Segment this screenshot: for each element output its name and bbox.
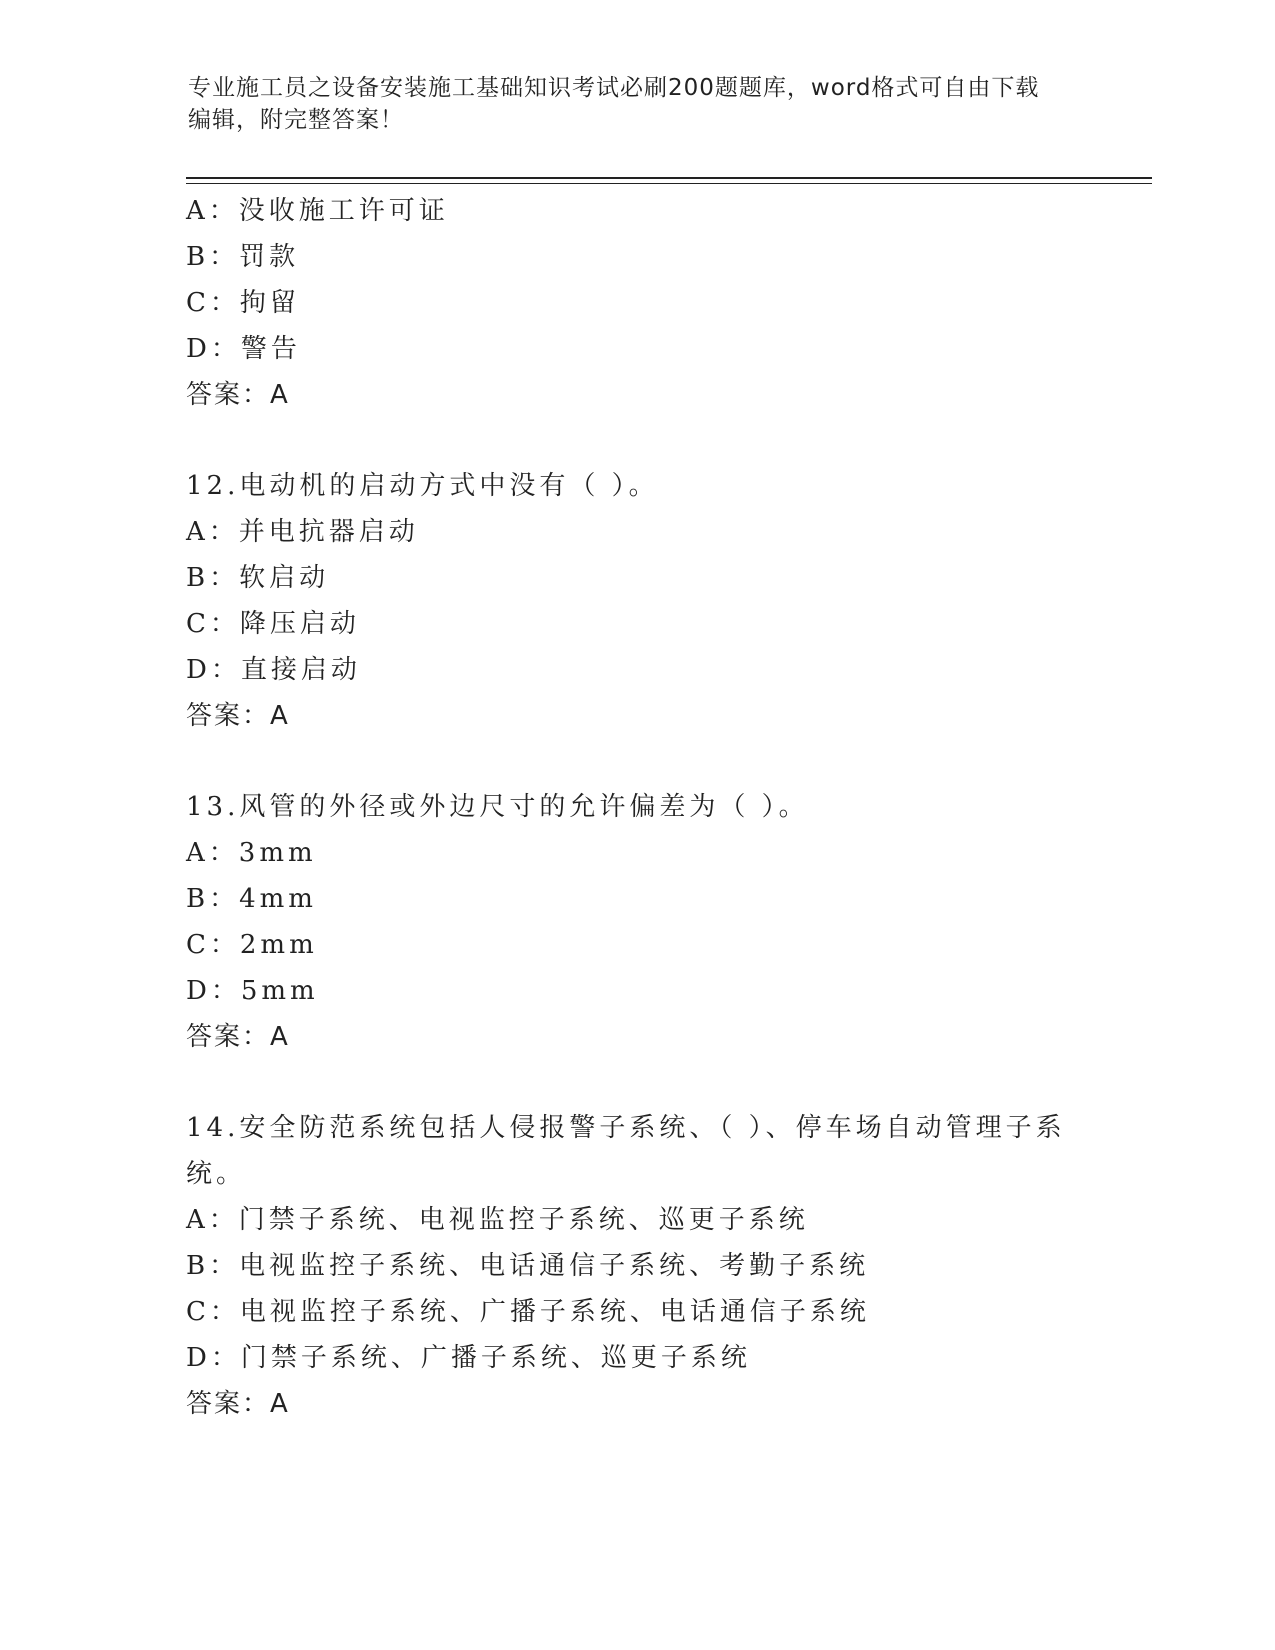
option-a: A：没收施工许可证 xyxy=(186,196,449,226)
option-b: B：4mm xyxy=(186,884,317,914)
option-a: A：3mm xyxy=(186,838,317,868)
question-text: 13.风管的外径或外边尺寸的允许偏差为（ ）。 xyxy=(186,792,809,822)
header-line-2: 编辑，附完整答案！ xyxy=(188,107,404,133)
option-d: D：门禁子系统、广播子系统、巡更子系统 xyxy=(186,1343,751,1373)
question-text: 12.电动机的启动方式中没有（ ）。 xyxy=(186,471,659,501)
option-b: B：电视监控子系统、电话通信子系统、考勤子系统 xyxy=(186,1251,870,1281)
option-a: A：并电抗器启动 xyxy=(186,517,419,547)
header-divider-thick xyxy=(186,177,1152,179)
question-list xyxy=(186,188,1146,1427)
document-header xyxy=(188,72,1068,136)
option-d: D：直接启动 xyxy=(186,655,361,685)
answer: 答案：A xyxy=(186,1022,290,1052)
option-c: C：降压启动 xyxy=(186,609,360,639)
answer: 答案：A xyxy=(186,1389,290,1419)
option-b: B：软启动 xyxy=(186,563,330,593)
question-13 xyxy=(186,784,1146,1060)
header-divider-thin xyxy=(186,183,1152,184)
option-c: C：2mm xyxy=(186,930,318,960)
question-text: 14.安全防范系统包括人侵报警子系统、（ ）、停车场自动管理子系统。 xyxy=(186,1113,1066,1189)
question-spacer xyxy=(186,739,1146,784)
header-line-1: 专业施工员之设备安装施工基础知识考试必刷200题题库，word格式可自由下载 xyxy=(188,75,1040,101)
answer: 答案：A xyxy=(186,701,290,731)
option-b: B：罚款 xyxy=(186,242,300,272)
option-a: A：门禁子系统、电视监控子系统、巡更子系统 xyxy=(186,1205,809,1235)
option-d: D：5mm xyxy=(186,976,319,1006)
question-12 xyxy=(186,463,1146,739)
question-spacer xyxy=(186,418,1146,463)
option-c: C：电视监控子系统、广播子系统、电话通信子系统 xyxy=(186,1297,870,1327)
question-14 xyxy=(186,1105,1146,1427)
question-11 xyxy=(186,188,1146,418)
answer: 答案：A xyxy=(186,380,290,410)
question-spacer xyxy=(186,1060,1146,1105)
option-c: C：拘留 xyxy=(186,288,300,318)
option-d: D：警告 xyxy=(186,334,301,364)
